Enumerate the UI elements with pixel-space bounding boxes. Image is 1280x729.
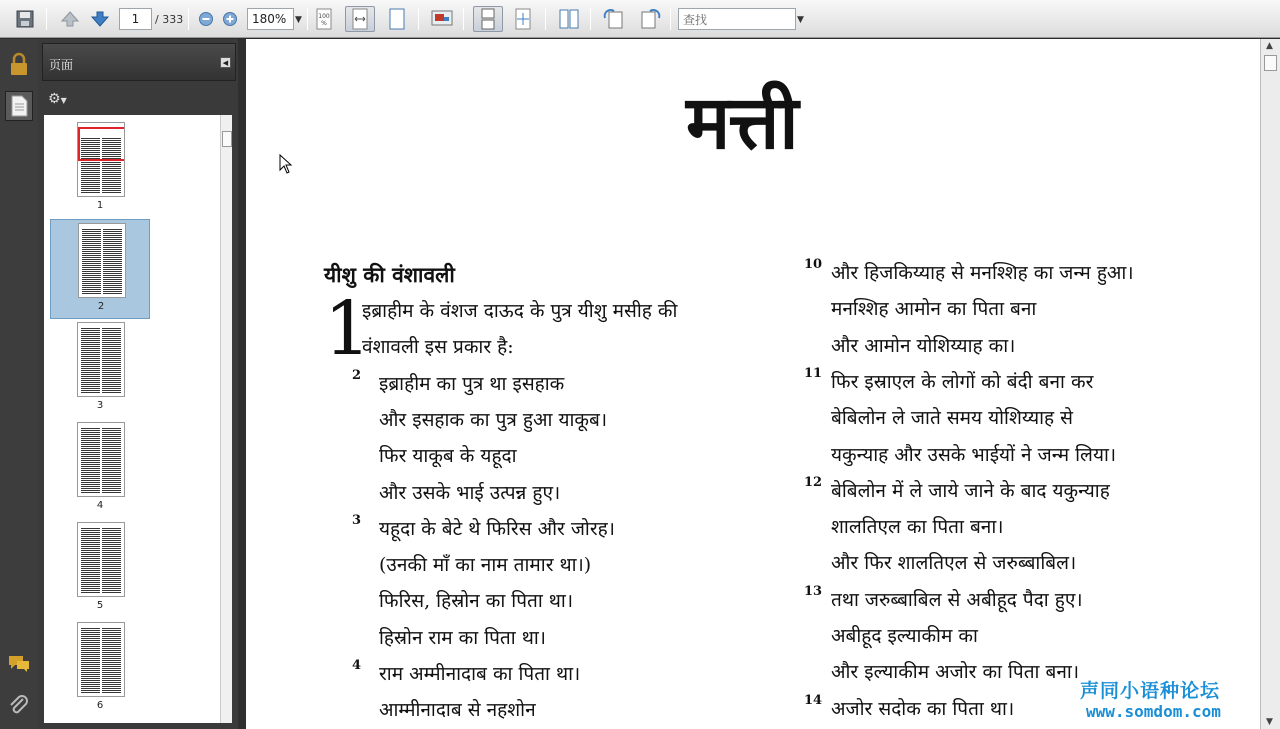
verse-line: राम अम्मीनादाब का पिता था।: [379, 663, 581, 685]
verse-line: फिर याकूब के यहूदा: [379, 445, 517, 468]
thumbnail-label: 4: [96, 500, 104, 511]
verse-number: 11: [804, 365, 823, 381]
zoom-out-icon[interactable]: [193, 6, 219, 32]
thumbnail-list: [44, 115, 220, 723]
verse-line: आम्मीनादाब से नहशोन: [379, 699, 536, 722]
verse-line: और उसके भाई उत्पन्न हुए।: [379, 481, 561, 504]
lock-icon[interactable]: [6, 51, 32, 77]
verse-number: 10: [804, 257, 823, 272]
verse-line: अजोर सदोक का पिता था।: [831, 697, 1015, 720]
verse-line: इब्राहीम का पुत्र था इसहाक: [379, 372, 565, 395]
thumbnail-scrollbar[interactable]: [220, 115, 232, 723]
section-heading: यीशु की वंशावली: [324, 262, 455, 287]
thumbnail-page-5[interactable]: [50, 519, 150, 619]
page-number-input[interactable]: 1: [119, 8, 152, 30]
verse-number: 12: [804, 474, 823, 490]
verse-line: बेबिलोन ले जाते समय योशिय्याह से: [831, 407, 1074, 430]
page-thumbnails-panel: [38, 39, 238, 729]
verse-line: (उनकी माँ का नाम तामार था।): [379, 554, 592, 577]
thumbnail-page-1[interactable]: [50, 119, 150, 219]
verse-line: शालतिएल का पिता बना।: [831, 516, 1004, 539]
watermark-line-1: 声同小语种论坛: [1080, 680, 1221, 702]
rotate-right-icon[interactable]: [637, 6, 663, 32]
scroll-down-icon[interactable]: ▼: [1266, 717, 1273, 727]
panel-splitter[interactable]: [238, 39, 246, 729]
page-total: / 333: [155, 12, 184, 26]
thumbnail-page-4[interactable]: [50, 419, 150, 519]
options-gear-icon[interactable]: ⚙▼: [48, 91, 67, 107]
thumbnail-page-6[interactable]: [50, 619, 150, 719]
document-view[interactable]: [246, 39, 1260, 729]
verse-line: और आमोन योशिय्याह का।: [831, 334, 1016, 357]
verse-line: मनश्शिह आमोन का पिता बना: [831, 298, 1037, 321]
chapter-number: 1: [324, 286, 372, 372]
save-icon[interactable]: [12, 6, 38, 32]
toolbar: [0, 0, 1280, 38]
chevron-down-icon[interactable]: ▼: [295, 15, 302, 25]
verse-line: तथा जरुब्बाबिल से अबीहूद पैदा हुए।: [831, 588, 1083, 611]
scrollbar-thumb[interactable]: [1264, 55, 1277, 71]
panel-title: 页面: [49, 58, 74, 72]
svg-text:%: %: [321, 20, 327, 27]
verse-number: 13: [804, 583, 823, 599]
scroll-up-icon[interactable]: ▲: [1266, 41, 1273, 51]
thumbnail-page-3[interactable]: [50, 319, 150, 419]
verse-number: 14: [804, 692, 823, 708]
thumbnail-label: 6: [96, 700, 104, 711]
verse-line: इब्राहीम के वंशज दाऊद के पुत्र यीशु मसीह की: [362, 300, 678, 322]
thumbnail-label: 5: [96, 600, 104, 611]
panel-header: [42, 43, 236, 81]
comments-icon[interactable]: [6, 651, 32, 677]
verse-number: 3: [352, 512, 362, 528]
actual-size-icon[interactable]: [311, 6, 337, 32]
find-options-chevron-icon[interactable]: ▼: [797, 15, 804, 25]
verse-line: वंशावली इस प्रकार है:: [362, 336, 514, 359]
thumbnail-label: 1: [96, 200, 104, 211]
verse-number: 4: [352, 658, 362, 673]
thumbnail-page-2[interactable]: [50, 219, 150, 319]
rotate-left-icon[interactable]: [601, 6, 627, 32]
zoom-select[interactable]: 180%: [247, 8, 294, 30]
zoom-in-icon[interactable]: [217, 6, 243, 32]
verse-line: यहूदा के बेटे थे फिरिस और जोरह।: [379, 517, 615, 540]
verse-line: फिरिस, हिस्रोन का पिता था।: [379, 590, 574, 613]
verse-line: फिर इस्राएल के लोगों को बंदी बना कर: [831, 370, 1094, 393]
verse-line: अबीहूद इल्याकीम का: [831, 625, 978, 647]
two-page-view-icon[interactable]: [556, 6, 582, 32]
fit-page-icon[interactable]: [384, 6, 410, 32]
attachment-icon[interactable]: [6, 693, 32, 719]
verse-line: बेबिलोन में ले जाये जाने के बाद यकुन्याह: [831, 479, 1110, 502]
document-scrollbar[interactable]: [1260, 39, 1280, 729]
verse-line: और इल्याकीम अजोर का पिता बना।: [831, 661, 1080, 684]
verse-line: हिस्रोन राम का पिता था।: [379, 626, 546, 649]
collapse-panel-icon[interactable]: ◀: [220, 57, 231, 68]
mouse-cursor-icon: [279, 154, 293, 174]
previous-page-icon[interactable]: [57, 6, 83, 32]
pages-icon[interactable]: [5, 91, 33, 121]
verse-line: और इसहाक का पुत्र हुआ याकूब।: [379, 408, 608, 431]
zoom-fit-icon[interactable]: [510, 6, 536, 32]
find-input[interactable]: 查找: [678, 8, 796, 30]
page-title: मत्ती: [686, 80, 797, 166]
view-area-marker[interactable]: [78, 127, 125, 161]
verse-number: 2: [352, 367, 362, 383]
verse-line: और हिजकिय्याह से मनश्शिह का जन्म हुआ।: [831, 262, 1134, 284]
watermark-line-2: www.somdom.com: [1086, 702, 1221, 721]
thumbnail-label: 3: [96, 400, 104, 411]
verse-line: और फिर शालतिएल से जरुब्बाबिल।: [831, 552, 1077, 575]
single-page-scroll-icon[interactable]: [473, 6, 503, 32]
next-page-icon[interactable]: [87, 6, 113, 32]
verse-line: यकुन्याह और उसके भाईयों ने जन्म लिया।: [831, 443, 1117, 466]
navigation-rail: [0, 39, 38, 729]
svg-text:100: 100: [318, 13, 330, 20]
fit-width-icon[interactable]: [345, 6, 375, 32]
presentation-icon[interactable]: [429, 6, 455, 32]
thumbnail-label: 2: [97, 301, 105, 312]
watermark: [1080, 676, 1221, 721]
